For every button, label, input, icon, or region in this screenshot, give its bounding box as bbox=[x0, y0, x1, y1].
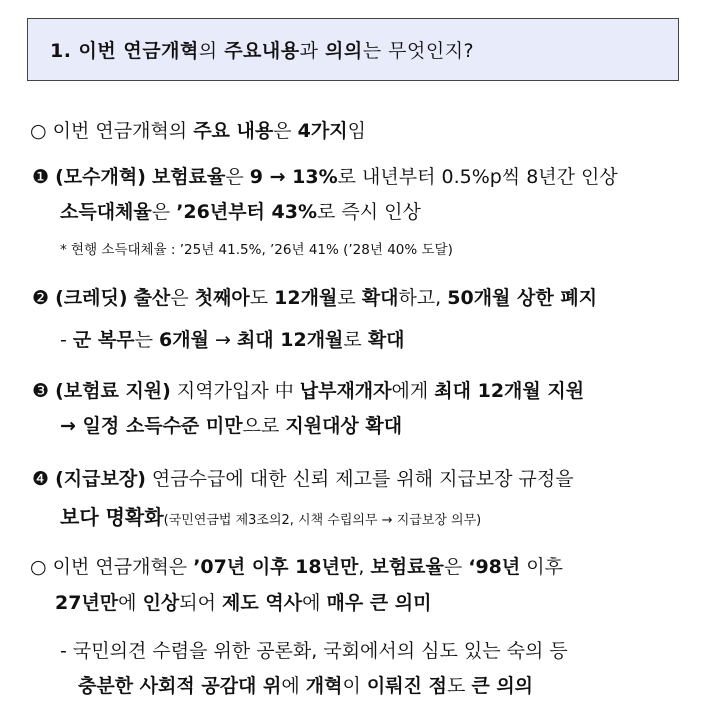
text-bold: 보험료율 bbox=[370, 556, 444, 578]
text: 에 bbox=[281, 675, 306, 697]
circle-bullet-icon: ○ bbox=[30, 556, 47, 578]
text-bold: 지원대상 확대 bbox=[285, 415, 403, 437]
text-bold: 4가지 bbox=[297, 120, 348, 142]
text-bold: (크레딧) bbox=[55, 287, 128, 309]
text-bold: ’07년 이후 18년만 bbox=[193, 556, 359, 578]
significance-line4 bbox=[78, 671, 533, 698]
text: 로 내년부터 0.5%p씩 8년간 인상 bbox=[337, 166, 618, 188]
text-bold: → 일정 소득수준 미만 bbox=[60, 415, 243, 437]
text: 에 bbox=[118, 592, 143, 614]
text-bold: ‘98년 bbox=[468, 556, 521, 578]
text: 은 bbox=[170, 287, 195, 309]
text-bold: 최대 12개월 지원 bbox=[434, 380, 585, 402]
text: 하고, bbox=[398, 287, 448, 309]
text-bold: 제도 역사 bbox=[222, 592, 303, 614]
text-bold: 6개월 bbox=[159, 329, 209, 351]
text: 으로 bbox=[242, 415, 286, 437]
text: 로 즉시 인상 bbox=[317, 201, 421, 223]
text: 임 bbox=[347, 120, 366, 142]
text: 에게 bbox=[391, 380, 435, 402]
text-bold: (보험료 지원) bbox=[55, 380, 171, 402]
text-bold: 이뤄진 점 bbox=[366, 675, 447, 697]
number-3-icon: ❸ bbox=[32, 380, 50, 402]
text-bold: 확대 bbox=[367, 329, 405, 351]
header-text-5: 의의 bbox=[325, 40, 363, 62]
text-bold: 매우 큰 의미 bbox=[326, 592, 432, 614]
item2-line1 bbox=[32, 283, 597, 310]
header-title bbox=[50, 36, 474, 63]
header-text-6: 는 무엇인지? bbox=[362, 40, 475, 62]
text-bold: 최대 12개월 bbox=[236, 329, 344, 351]
text: 되어 bbox=[179, 592, 223, 614]
number-2-icon: ❷ bbox=[32, 287, 50, 309]
text-bold: 인상 bbox=[142, 592, 180, 614]
text-bold: 납부재개자 bbox=[299, 380, 392, 402]
text: 은 bbox=[225, 166, 250, 188]
number-4-icon: ❹ bbox=[32, 468, 50, 490]
text-bold: (모수개혁) bbox=[55, 166, 146, 188]
text: 이번 연금개혁은 bbox=[52, 556, 194, 578]
text-bold: (지급보장) bbox=[55, 468, 146, 490]
text-bold: 27년만 bbox=[55, 592, 119, 614]
text-bold: 9 → 13% bbox=[249, 166, 338, 188]
text-bold: 충분한 사회적 공감대 위 bbox=[78, 675, 282, 697]
text-bold: 큰 의의 bbox=[471, 675, 534, 697]
text: , bbox=[358, 556, 371, 578]
text: 도 bbox=[249, 287, 275, 309]
summary-line bbox=[30, 116, 366, 143]
item1-footnote: * 현행 소득대체율 : ’25년 41.5%, ’26년 41% (’28년 40% 도달) bbox=[60, 242, 453, 258]
text-bold: 소득대체율 bbox=[60, 201, 152, 223]
header-text-2: 의 bbox=[198, 40, 225, 62]
text-bold: 확대 bbox=[361, 287, 399, 309]
text: 연금수급에 대한 신뢰 제고를 위해 지급보장 규정을 bbox=[145, 468, 574, 490]
item1-line1 bbox=[32, 162, 618, 189]
text-bold: 출산 bbox=[133, 287, 171, 309]
item4-line1 bbox=[32, 464, 574, 491]
section-header bbox=[27, 18, 679, 81]
item3-line1 bbox=[32, 376, 584, 403]
text-bold: 보다 명확화 bbox=[60, 505, 164, 529]
header-text-4: 과 bbox=[299, 40, 326, 62]
dash-bullet: - bbox=[60, 329, 73, 351]
text: 는 bbox=[134, 329, 159, 351]
text-bold: ’26년부터 43% bbox=[176, 201, 318, 223]
text: 이후 bbox=[520, 556, 563, 578]
significance-line1 bbox=[30, 552, 563, 579]
item4-line2 bbox=[60, 501, 481, 530]
number-1-icon: ❶ bbox=[32, 166, 50, 188]
significance-line3: - 국민의견 수렴을 위한 공론화, 국회에서의 심도 있는 숙의 등 bbox=[60, 640, 568, 662]
text: 에 bbox=[302, 592, 327, 614]
text-bold: 보험료율 bbox=[151, 166, 226, 188]
arrow-text: → bbox=[208, 329, 237, 351]
text: 이 bbox=[342, 675, 367, 697]
significance-line2 bbox=[55, 588, 431, 615]
text-bold: 개혁 bbox=[305, 675, 343, 697]
text: 로 bbox=[343, 329, 368, 351]
item3-line2 bbox=[60, 411, 402, 438]
text: 로 bbox=[337, 287, 362, 309]
item2-line2 bbox=[60, 325, 405, 352]
text: 이번 연금개혁의 bbox=[52, 120, 194, 142]
text: 은 bbox=[151, 201, 177, 223]
text: 지역가입자 中 bbox=[170, 380, 300, 402]
text-bold: 50개월 상한 폐지 bbox=[447, 287, 598, 309]
header-text-1: 1. 이번 연금개혁 bbox=[50, 40, 199, 62]
item1-line2 bbox=[60, 197, 421, 224]
text-bold: 12개월 bbox=[274, 287, 338, 309]
text-small: (국민연금법 제3조의2, 시책 수립의무 → 지급보장 의무) bbox=[163, 513, 482, 528]
text: 은 bbox=[273, 120, 298, 142]
circle-bullet-icon: ○ bbox=[30, 120, 47, 142]
header-text-3: 주요내용 bbox=[224, 40, 300, 62]
text-bold: 주요 내용 bbox=[193, 120, 274, 142]
text-bold: 첫째아 bbox=[194, 287, 250, 309]
text: 도 bbox=[446, 675, 472, 697]
text: 은 bbox=[443, 556, 469, 578]
text-bold: 군 복무 bbox=[72, 329, 135, 351]
